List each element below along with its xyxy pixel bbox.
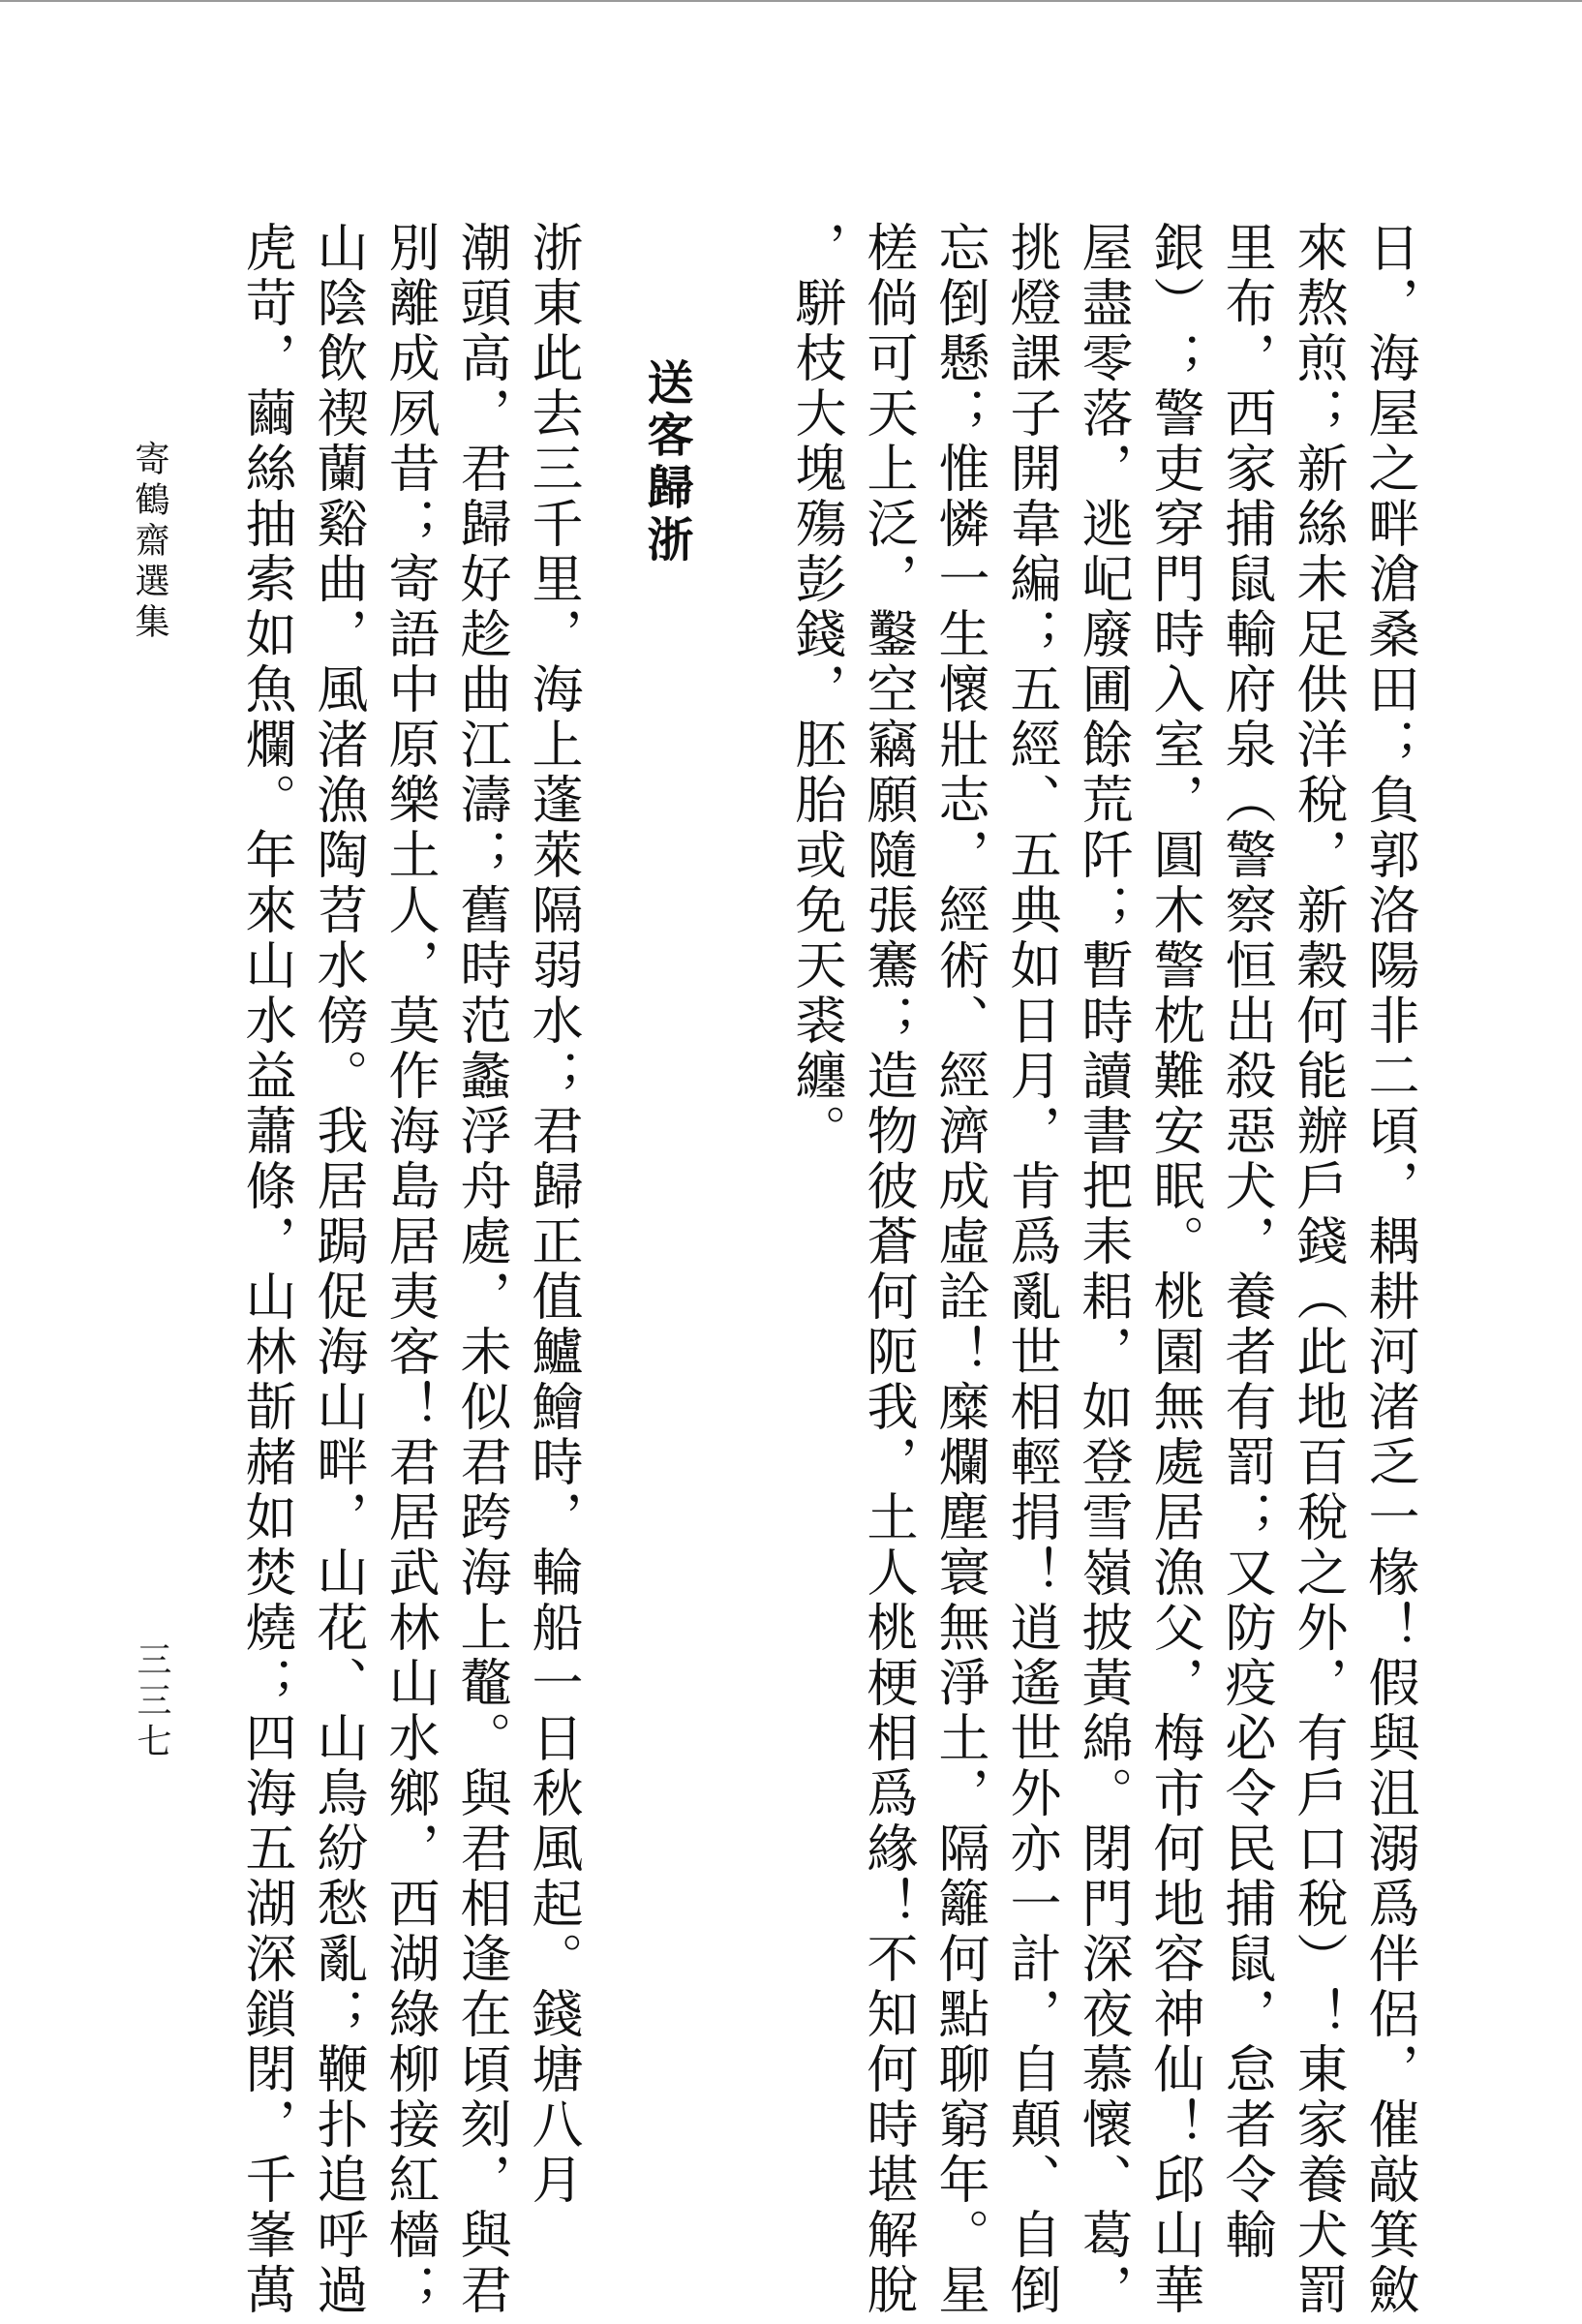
book-title: 寄鶴齋選集 [130, 441, 169, 644]
prose-line-9: ，駢枝大塊殤彭錢，胚胎或免天裘纏。 [787, 221, 846, 1159]
prose-line-2: 來熬煎；新絲未足供洋稅，新穀何能辦戶錢（此地百稅之外，有戶口稅）！東家養犬罰 [1289, 221, 1348, 2318]
poem-line-4: 山陰飲禊蘭谿曲，風渚漁陶苕水傍。我居跼促海山畔，山花、山鳥紛愁亂；鞭扑追呼過 [309, 221, 368, 2318]
prose-line-1: 日，海屋之畔滄桑田；負郭洛陽非二頃，耦耕河渚乏一椽！假與沮溺爲伴侶，催敲箕斂 [1360, 221, 1419, 2318]
poem-title: 送客歸浙 [639, 358, 693, 567]
prose-line-7: 忘倒懸；惟憐一生懷壯志，經術、經濟成虛詮！糜爛塵寰無淨土，隔籬何點聊窮年。星 [930, 221, 989, 2318]
prose-line-4: 銀）；警吏穿門時入室，圓木警枕難安眠。桃園無處居漁父，梅市何地容神仙！邱山華 [1145, 221, 1204, 2318]
poem-line-3: 別離成夙昔；寄語中原樂土人，莫作海島居夷客！君居武林山水鄉，西湖綠柳接紅檣； [380, 221, 440, 2318]
prose-line-5: 屋盡零落，逃屺廢圃餘荒阡；暫時讀書把耒耜，如登雪嶺披黃綿。閉門深夜慕懷、葛， [1074, 221, 1133, 2318]
prose-line-3: 里布，西家捕鼠輸府泉（警察恒出殺惡犬，養者有罰；又防疫必令民捕鼠，怠者令輸 [1217, 221, 1276, 2263]
prose-line-8: 槎倘可天上泛，鑿空竊願隨張騫；造物彼蒼何阨我，土人桃梗相爲緣！不知何時堪解脫 [859, 221, 918, 2318]
prose-line-6: 挑燈課子開韋編；五經、五典如日月，肯爲亂世相輕捐！逍遙世外亦一計，自顛、自倒 [1002, 221, 1061, 2318]
poem-line-5: 虎苛，繭絲抽索如魚爛。年來山水益蕭條，山林斮赭如焚燒；四海五湖深鎖閉，千峯萬 [237, 221, 296, 2318]
poem-line-1: 浙東此去三千里，海上蓬萊隔弱水；君歸正值鱸鱠時，輪船一日秋風起。錢塘八月 [524, 221, 583, 2208]
top-border-rule [0, 0, 1582, 2]
page-number: 三三七 [132, 1641, 171, 1763]
poem-line-2: 潮頭高，君歸好趁曲江濤；舊時范蠡浮舟處，未似君跨海上鼇。與君相逢在頃刻，與君 [452, 221, 511, 2318]
